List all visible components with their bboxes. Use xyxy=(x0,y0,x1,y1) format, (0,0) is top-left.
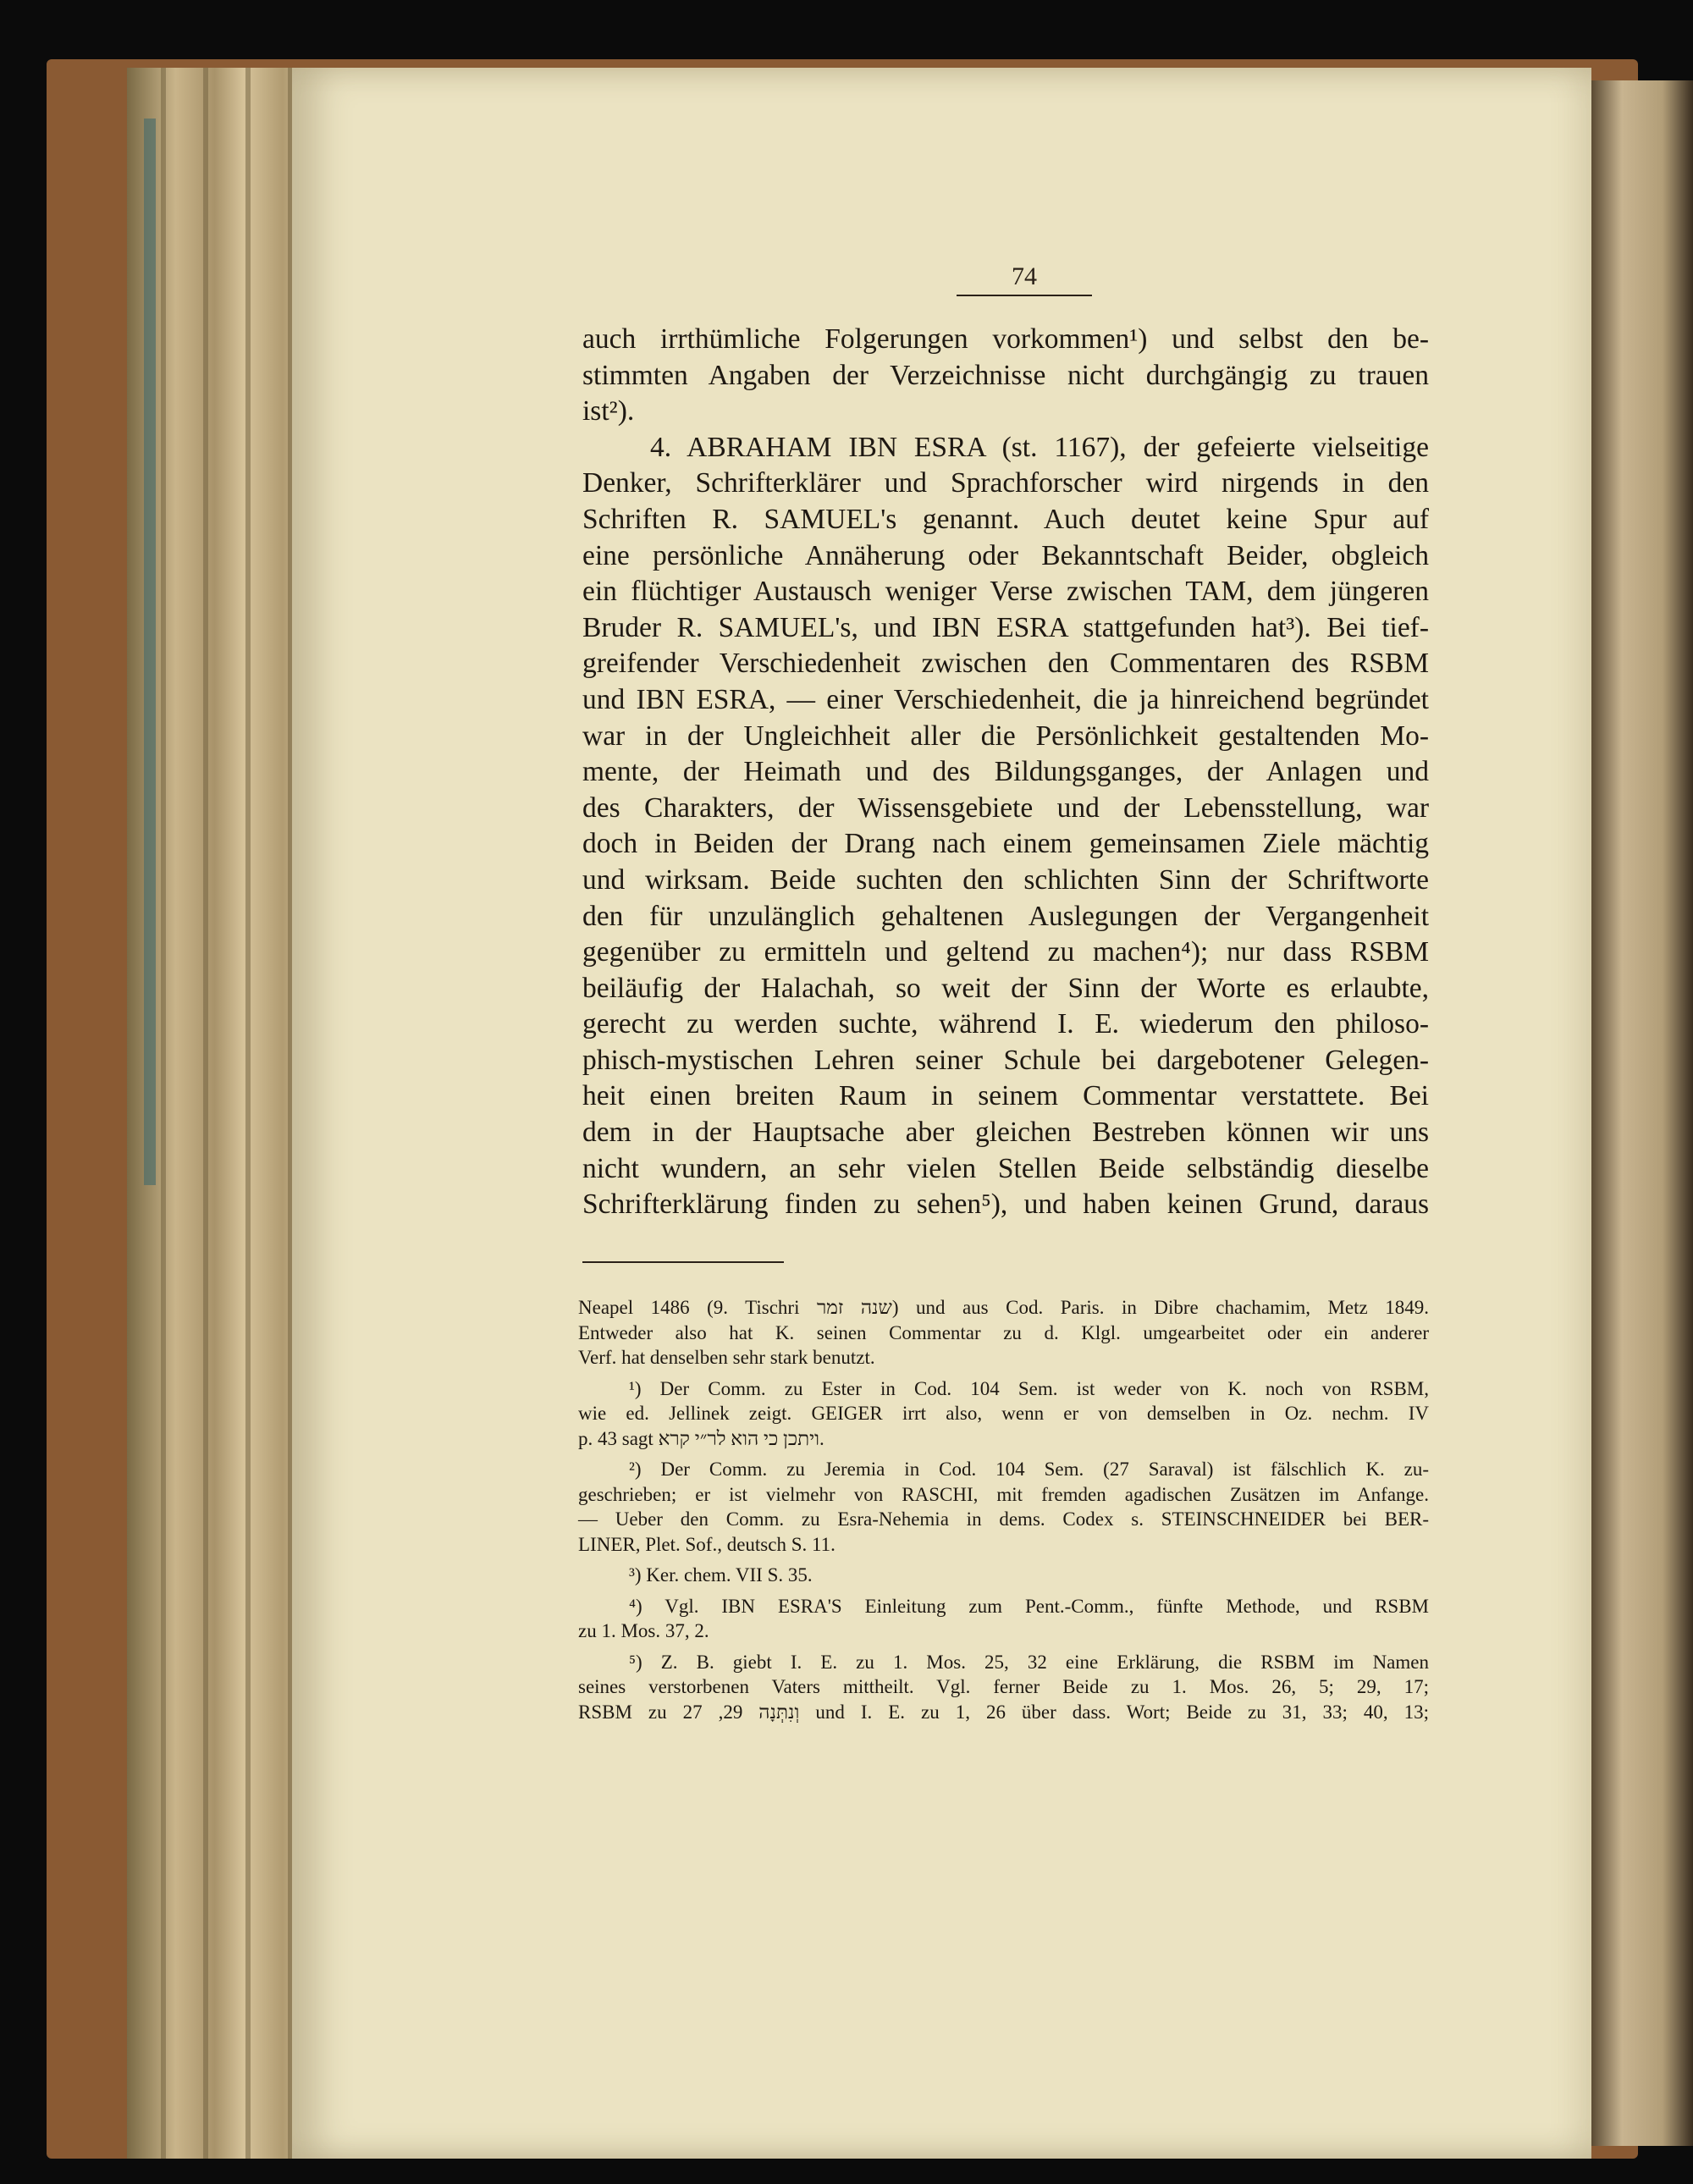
footnote-line: ⁵) Z. B. giebt I. E. zu 1. Mos. 25, 32 eine Erklärung, die RSBM im Namen xyxy=(629,1651,1429,1673)
text-line: phisch-mystischen Lehren seiner Schule bei dargebotener Gelegen- xyxy=(582,1044,1429,1076)
page-edges-right xyxy=(1591,80,1693,2146)
text-line: dem in der Hauptsache aber gleichen Bestreben können wir uns xyxy=(582,1117,1429,1149)
text-line: war in der Ungleichheit aller die Persönlichkeit gestaltenden Mo- xyxy=(582,720,1429,752)
text-line: gegenüber zu ermitteln und geltend zu machen⁴); nur dass RSBM xyxy=(582,936,1429,968)
text-line: nicht wundern, an sehr vielen Stellen Beide selbständig dieselbe xyxy=(582,1152,1429,1184)
footnote-line: ²) Der Comm. zu Jeremia in Cod. 104 Sem. (27 Saraval) ist fälschlich K. zu- xyxy=(629,1459,1429,1480)
footnotes xyxy=(578,1295,1429,1724)
page-number: 74 xyxy=(957,262,1092,296)
main-text xyxy=(582,322,1429,1223)
footnote-line: seines verstorbenen Vaters mittheilt. Vgl. ferner Beide zu 1. Mos. 26, 5; 29, 17; xyxy=(578,1676,1429,1697)
footnote-line: ³) Ker. chem. VII S. 35. xyxy=(629,1564,813,1586)
footnote-line: LINER, Plet. Sof., deutsch S. 11. xyxy=(578,1533,835,1555)
footnote-line: wie ed. Jellinek zeigt. GEIGER irrt also, wenn er von demselben in Oz. nechm. IV xyxy=(578,1403,1429,1424)
text-line: 4. ABRAHAM IBN ESRA (st. 1167), der gefeierte vielseitige xyxy=(650,431,1429,463)
footnote-line: Entweder also hat K. seinen Commentar zu d. Klgl. umgearbeitet oder ein anderer xyxy=(578,1321,1429,1343)
text-line: ist²). xyxy=(582,395,635,427)
text-line: und IBN ESRA, — einer Verschiedenheit, die ja hinreichend begründet xyxy=(582,683,1429,715)
text-line: greifender Verschiedenheit zwischen den Commentaren des RSBM xyxy=(582,648,1429,680)
text-line: Denker, Schrifterklärer und Sprachforscher wird nirgends in den xyxy=(582,467,1429,499)
footnote-line: zu 1. Mos. 37, 2. xyxy=(578,1620,709,1641)
text-line: den für unzulänglich gehaltenen Auslegungen der Vergangenheit xyxy=(582,900,1429,932)
text-line: stimmten Angaben der Verzeichnisse nicht durchgängig zu trauen xyxy=(582,359,1429,391)
text-line: gerecht zu werden suchte, während I. E. wiederum den philoso- xyxy=(582,1008,1429,1040)
text-line: Schrifterklärung finden zu sehen⁵), und haben keinen Grund, daraus xyxy=(582,1189,1429,1221)
text-line: Schriften R. SAMUEL's genannt. Auch deutet keine Spur auf xyxy=(582,503,1429,535)
text-line: eine persönliche Annäherung oder Bekanntschaft Beider, obgleich xyxy=(582,539,1429,571)
text-line: ein flüchtiger Austausch weniger Verse zwischen TAM, dem jüngeren xyxy=(582,576,1429,608)
footnote-line: geschrieben; er ist vielmehr von RASCHI, mit fremden agadischen Zusätzen im Anfange. xyxy=(578,1483,1429,1505)
footnote-line: ⁴) Vgl. IBN ESRA'S Einleitung zum Pent.-Comm., fünfte Methode, und RSBM xyxy=(629,1595,1429,1617)
footnote-line: RSBM zu וְנִתְּנָה 29, 27 und I. E. zu 1, 26 über dass. Wort; Beide zu 31, 33; 40, 13; xyxy=(578,1701,1429,1723)
text-line: mente, der Heimath und des Bildungsganges, der Anlagen und xyxy=(582,756,1429,788)
text-line: heit einen breiten Raum in seinem Commentar verstattete. Bei xyxy=(582,1080,1429,1112)
text-line: Bruder R. SAMUEL's, und IBN ESRA stattgefunden hat³). Bei tief- xyxy=(582,611,1429,643)
footnote-line: p. 43 sagt ויתכן כי הוא לר״י קרא. xyxy=(578,1427,824,1449)
text-line: doch in Beiden der Drang nach einem gemeinsamen Ziele mächtig xyxy=(582,828,1429,860)
page-edge-marker xyxy=(144,119,156,1185)
footnote-line: Verf. hat denselben sehr stark benutzt. xyxy=(578,1347,875,1368)
footnote-line: — Ueber den Comm. zu Esra-Nehemia in dems. Codex s. STEINSCHNEIDER bei BER- xyxy=(578,1508,1429,1530)
footnote-line: ¹) Der Comm. zu Ester in Cod. 104 Sem. ist weder von K. noch von RSBM, xyxy=(629,1377,1429,1399)
text-line: auch irrthümliche Folgerungen vorkommen¹) und selbst den be- xyxy=(582,323,1429,355)
text-line: und wirksam. Beide suchten den schlichten Sinn der Schriftworte xyxy=(582,863,1429,896)
footnote-separator xyxy=(582,1261,784,1263)
text-line: beiläufig der Halachah, so weit der Sinn der Worte es erlaubte, xyxy=(582,972,1429,1004)
footnote-line: Neapel 1486 (9. Tischri שנה זמר) und aus Cod. Paris. in Dibre chachamim, Metz 1849. xyxy=(578,1297,1429,1318)
text-line: des Charakters, der Wissensgebiete und der Lebensstellung, war xyxy=(582,791,1429,824)
